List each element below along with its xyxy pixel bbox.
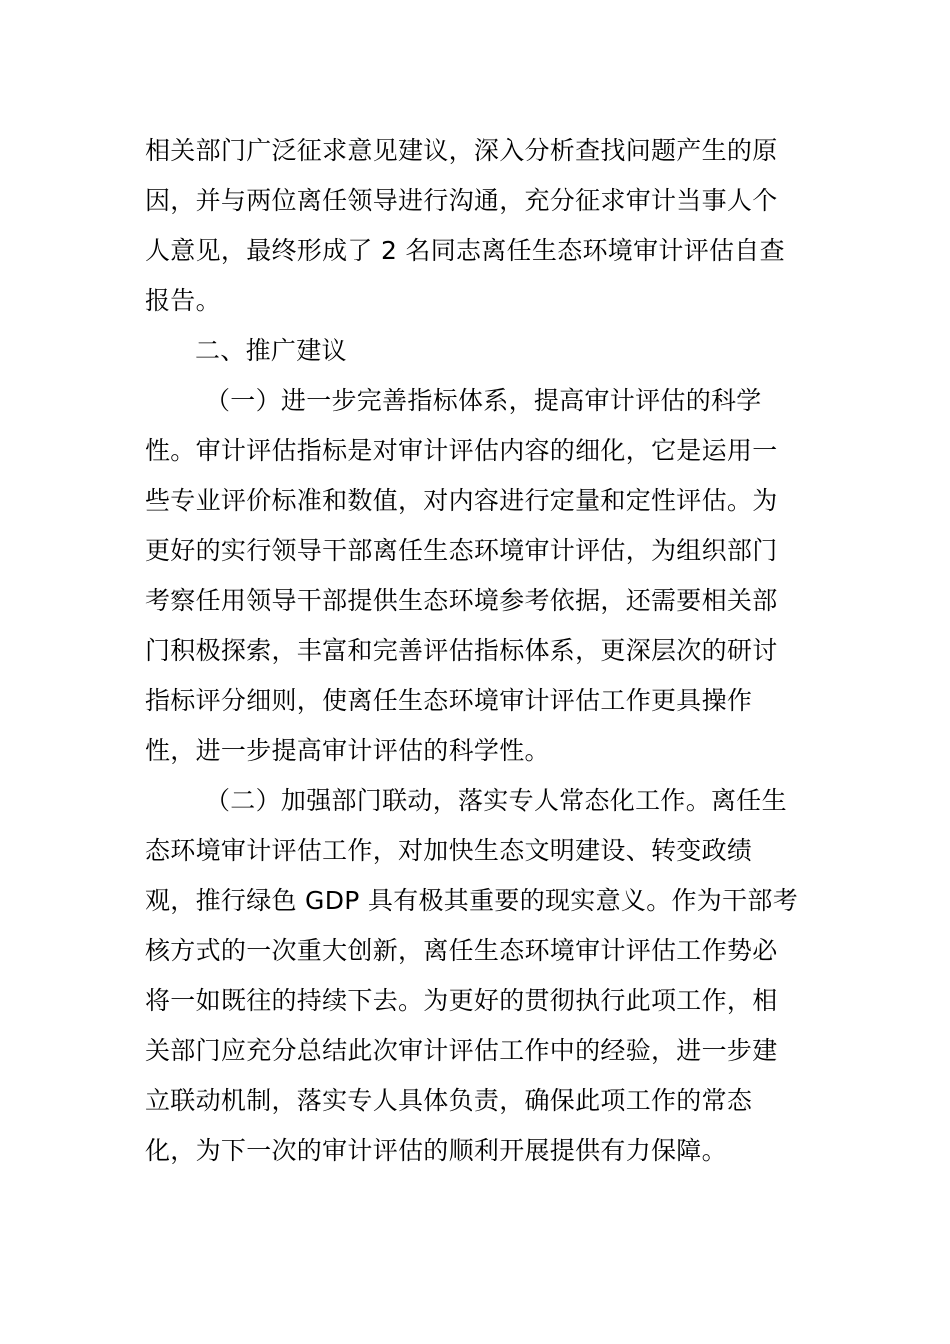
paragraph-line: 态环境审计评估工作，对加快生态文明建设、转变政绩 [145,836,753,865]
paragraph-line: 人意见，最终形成了 2 名同志离任生态环境审计评估自查 [145,236,785,265]
paragraph-line: 化，为下一次的审计评估的顺利开展提供有力保障。 [145,1136,727,1165]
paragraph-line: 考察任用领导干部提供生态环境参考依据，还需要相关部 [145,586,778,615]
paragraph-line: 更好的实行领导干部离任生态环境审计评估，为组织部门 [145,536,778,565]
paragraph-line: 性，进一步提高审计评估的科学性。 [145,736,550,765]
paragraph-line: 性。审计评估指标是对审计评估内容的细化，它是运用一 [145,436,778,465]
paragraph-line: 立联动机制，落实专人具体负责，确保此项工作的常态 [145,1086,753,1115]
paragraph-line: 报告。 [145,286,221,315]
paragraph-line: 观，推行绿色 GDP 具有极其重要的现实意义。作为干部考 [145,886,798,915]
paragraph-line: 将一如既往的持续下去。为更好的贯彻执行此项工作，相 [145,986,778,1015]
subsection-heading-line: （二）加强部门联动，落实专人常态化工作。离任生 [205,786,787,815]
paragraph-line: 关部门应充分总结此次审计评估工作中的经验，进一步建 [145,1036,778,1065]
paragraph-line: 些专业评价标准和数值，对内容进行定量和定性评估。为 [145,486,778,515]
paragraph-line: 相关部门广泛征求意见建议，深入分析查找问题产生的原 [145,136,778,165]
subsection-heading-line: （一）进一步完善指标体系，提高审计评估的科学 [205,386,762,415]
section-heading: 二、推广建议 [195,336,347,365]
paragraph-line: 因，并与两位离任领导进行沟通，充分征求审计当事人个 [145,186,778,215]
paragraph-line: 指标评分细则，使离任生态环境审计评估工作更具操作 [145,686,753,715]
paragraph-line: 核方式的一次重大创新，离任生态环境审计评估工作势必 [145,936,778,965]
paragraph-line: 门积极探索，丰富和完善评估指标体系，更深层次的研讨 [145,636,778,665]
